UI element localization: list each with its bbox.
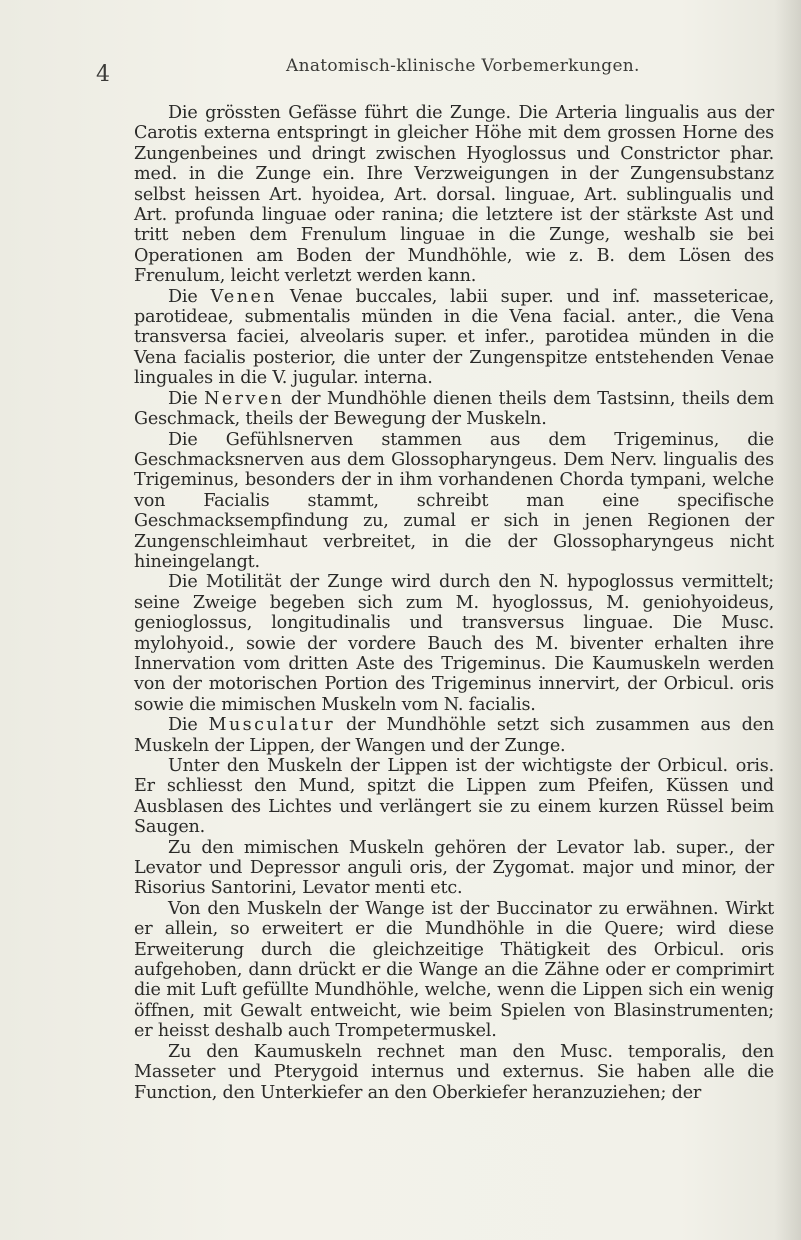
paragraph-mimic-muscles	[134, 838, 774, 899]
paragraph-text: Die Motilität der Zunge wird durch den N. hypoglossus vermittelt; seine Zweige begeben sich zum M. hyoglossus, M. geniohyoideus, genioglossus, longitudinalis und transversus linguae. Die Musc. mylohyoid., sowie der vordere Bauch des M. biventer erhalten ihre Innervation vom dritten Aste des Trigeminus. Die Kaumuskeln werden von der motorischen Portion des Trigeminus innervirt, der Orbicul. oris sowie die mimischen Muskeln vom N. facialis.	[134, 572, 774, 715]
page-edge-shadow	[775, 0, 801, 1240]
running-head: Anatomisch-klinische Vorbemerkungen.	[286, 56, 640, 76]
paragraph-text: Von den Muskeln der Wange ist der Buccinator zu erwähnen. Wirkt er allein, so erweitert er die Mundhöhle in die Quere; wird diese Erweiterung durch die gleichzeitige Thätigkeit des Orbicul. oris aufgehoben, dann drückt er die Wange an die Zähne oder er comprimirt die mit Luft gefüllte Mundhöhle, welche, wenn die Lippen sich ein wenig öffnen, mit Gewalt entweicht, wie beim Spielen von Blasinstrumenten; er heisst deshalb auch Trompetermuskel.	[134, 898, 774, 1042]
paragraph-masticatory-muscles	[134, 1042, 774, 1103]
paragraph-cheek-muscles	[134, 899, 774, 1042]
paragraph-lip-muscles	[134, 756, 774, 838]
spaced-term: Nerven	[204, 388, 285, 409]
paragraph-motility	[134, 572, 774, 715]
body-text	[134, 103, 774, 1103]
paragraph-text: Venae buccales, labii super. und inf. massetericae, parotideae, submentalis münden in die Vena facial. anter., die Vena transversa faciei, alveolaris super. et infer., parotidea münden in die Vena facialis posterior, die unter der Zungenspitze entstehenden Venae linguales in die V. jugular. interna.	[134, 286, 774, 389]
paragraph-text: Die Gefühlsnerven stammen aus dem Trigeminus, die Geschmacksnerven aus dem Glossopharyngeus. Dem Nerv. lingualis des Trigeminus, besonders der in ihm vorhandenen Chorda tympani, welche von Facialis stammt, schreibt man eine specifische Geschmacksempfindung zu, zumal er sich in jenen Regionen der Zungenschleimhaut verbreitet, in die der Glossopharyngeus nicht hineingelangt.	[134, 429, 774, 572]
spaced-term: Musculatur	[208, 715, 336, 736]
paragraph-lead: Die	[168, 286, 198, 307]
paragraph-text: Unter den Muskeln der Lippen ist der wichtigste der Orbicul. oris. Er schliesst den Mund, spitzt die Lippen zum Pfeifen, Küssen und Ausblasen des Lichtes und verlängert sie zu einem kurzen Rüssel beim Saugen.	[134, 756, 774, 838]
paragraph-veins	[134, 287, 774, 389]
paragraph-nerves	[134, 389, 774, 430]
paragraph-lead: Die	[168, 388, 198, 409]
paragraph-sensory-nerves	[134, 430, 774, 573]
spaced-term: Venen	[210, 286, 278, 307]
page-header	[96, 56, 776, 96]
paragraph-musculature	[134, 715, 774, 756]
paragraph-lead: Die	[168, 715, 198, 736]
paragraph-text: Zu den Kaumuskeln rechnet man den Musc. temporalis, den Masseter und Pterygoid internus und externus. Sie haben alle die Function, den Unterkiefer an den Oberkiefer heranzuziehen; der	[134, 1041, 774, 1103]
paragraph-arteries	[134, 103, 774, 287]
paragraph-text: Zu den mimischen Muskeln gehören der Levator lab. super., der Levator und Depressor anguli oris, der Zygomat. major und minor, der Risorius Santorini, Levator menti etc.	[134, 837, 774, 899]
paragraph-text: Die grössten Gefässe führt die Zunge. Die Arteria lingualis aus der Carotis externa entspringt in gleicher Höhe mit dem grossen Horne des Zungenbeines und dringt zwischen Hyoglossus und Constrictor phar. med. in die Zunge ein. Ihre Verzweigungen in der Zungensubstanz selbst heissen Art. hyoidea, Art. dorsal. linguae, Art. sublingualis und Art. profunda linguae oder ranina; die letztere ist der stärkste Ast und tritt neben dem Frenulum linguae in die Zunge, weshalb sie bei Operationen am Boden der Mundhöhle, wie z. B. dem Lösen des Frenulum, leicht verletzt werden kann.	[134, 103, 774, 287]
page-number: 4	[96, 62, 110, 87]
paragraph-text: der Mundhöhle setzt sich zusammen aus den Muskeln der Lippen, der Wangen und der Zunge.	[134, 715, 774, 756]
paragraph-text: der Mundhöhle dienen theils dem Tastsinn, theils dem Geschmack, theils der Bewegung der Muskeln.	[134, 388, 774, 430]
